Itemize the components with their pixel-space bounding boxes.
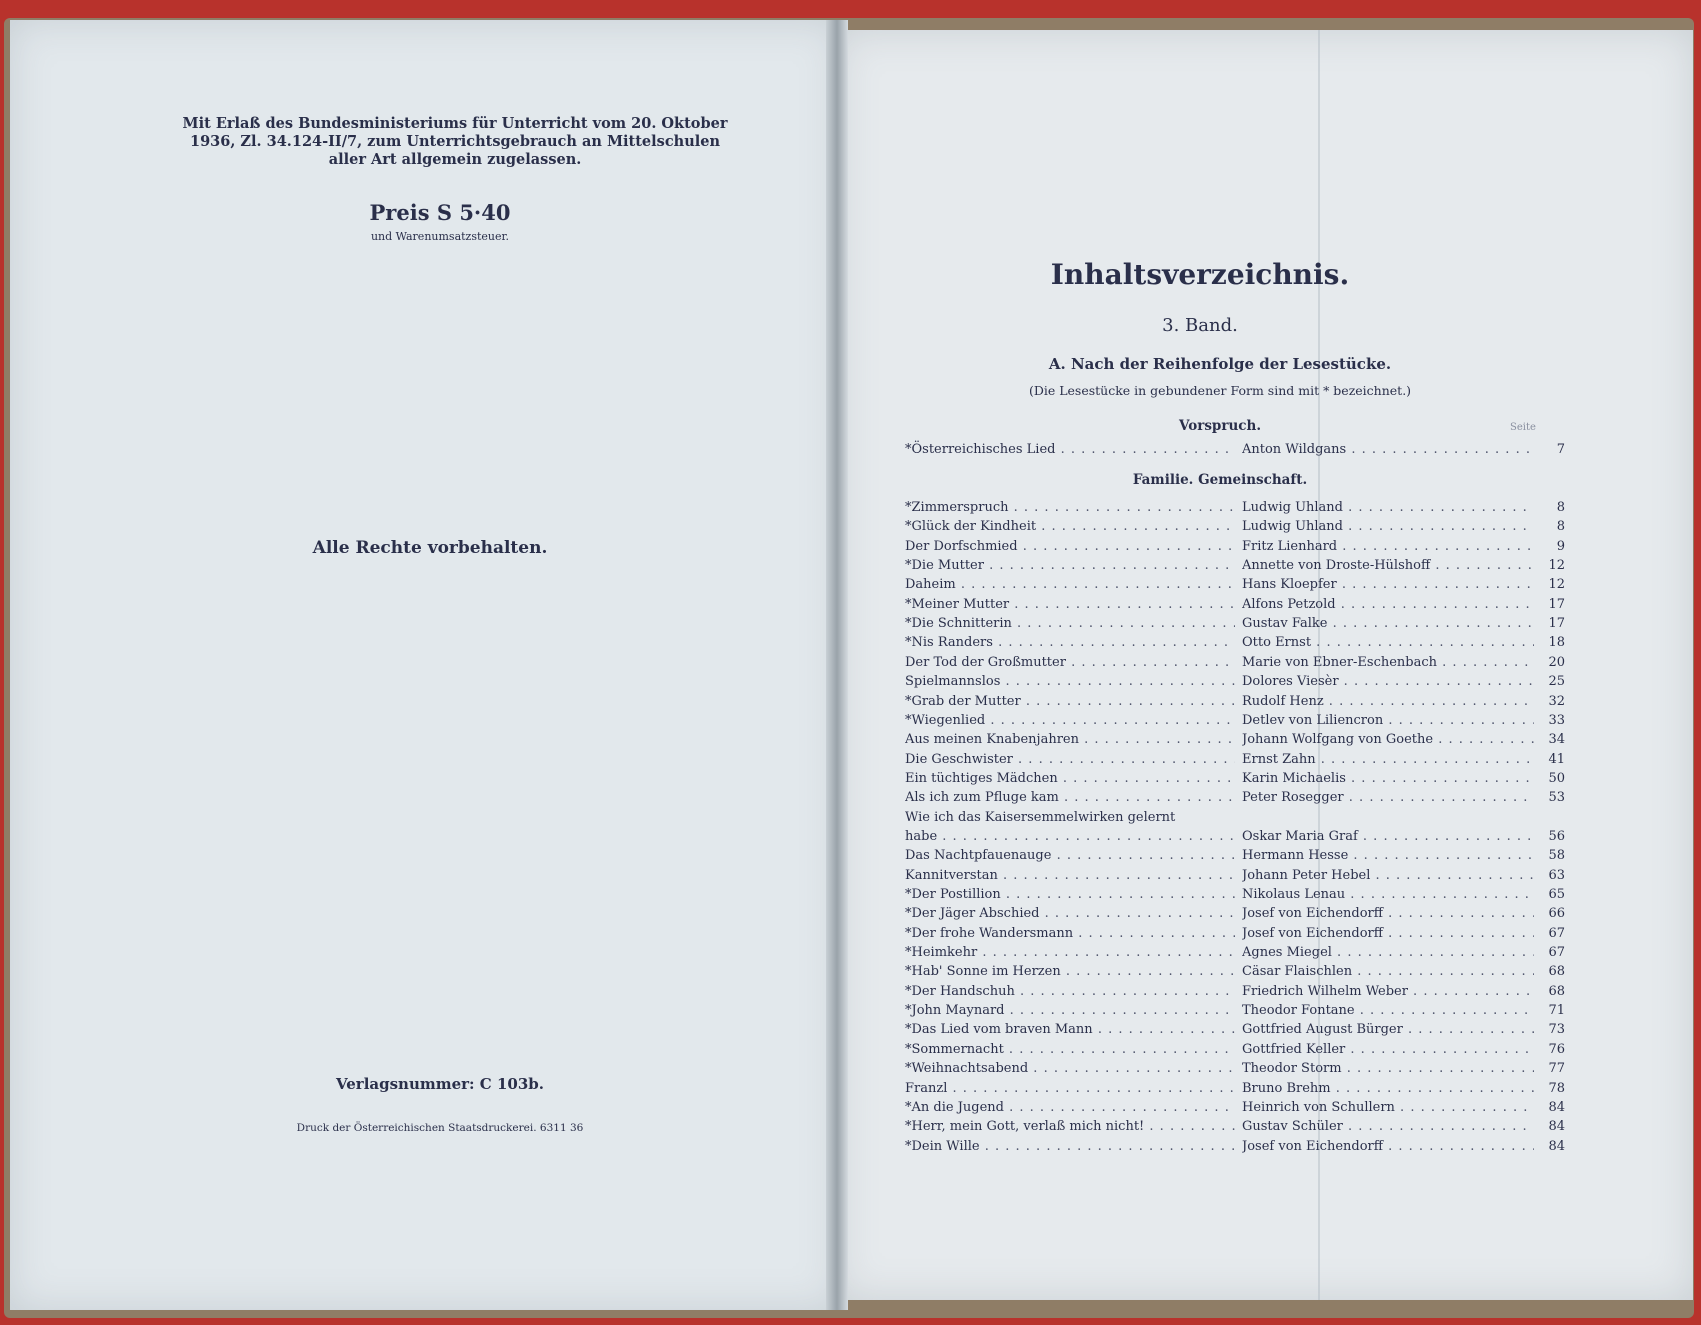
toc-entry-page: 56 — [1548, 828, 1565, 844]
toc-entry — [905, 1059, 1565, 1078]
toc-entry — [905, 730, 1565, 749]
toc-entry-page: 65 — [1548, 887, 1565, 902]
toc-entry-title: Spielmannslos . . . — [905, 672, 1235, 691]
section-note: (Die Lesestücke in gebundener Form sind mit * bezeichnet.) — [1028, 383, 1412, 398]
toc-entry — [905, 846, 1565, 865]
toc-entry-page: 76 — [1548, 1041, 1565, 1057]
toc-entry-title: Die Geschwister . . . — [905, 750, 1235, 769]
toc-entry-title: *Österreichisches Lied . . . — [905, 440, 1235, 459]
toc-entry-page: 58 — [1548, 848, 1565, 864]
toc-entry-page: 32 — [1548, 693, 1565, 709]
toc-entry-author: Marie von Ebner-Eschenbach . . . — [1242, 653, 1534, 672]
toc-entry-title: Das Nachtpfauenauge . . . — [905, 846, 1235, 865]
toc-entry-title: *Heimkehr . . . — [905, 943, 1235, 962]
toc-entry-title: *Die Mutter . . . — [905, 556, 1235, 575]
toc-entry-page: 68 — [1548, 964, 1565, 980]
toc-entry-title: *Die Schnitterin . . . — [905, 614, 1235, 633]
toc-entry — [905, 537, 1565, 556]
toc-entry-author: Friedrich Wilhelm Weber . . . — [1242, 982, 1534, 1001]
toc-entry — [905, 692, 1565, 711]
toc-entry — [905, 1098, 1565, 1117]
toc-entry — [905, 924, 1565, 943]
toc-entry — [905, 808, 1565, 827]
tax-note: und Warenumsatzsteuer. — [370, 230, 510, 243]
toc-entry — [905, 1079, 1565, 1098]
printer-note: Druck der Österreichischen Staatsdruckerei. 6311 36 — [296, 1122, 584, 1134]
publisher-number: Verlagsnummer: C 103b. — [335, 1075, 544, 1093]
toc-entry-title: *Hab' Sonne im Herzen . . . — [905, 962, 1235, 981]
toc-entry-page: 20 — [1548, 654, 1565, 670]
toc-entry-title: *John Maynard . . . — [905, 1001, 1235, 1020]
toc-entry-author: Agnes Miegel . . . — [1242, 943, 1534, 962]
toc-entry — [905, 575, 1565, 594]
toc-entry-title: Aus meinen Knabenjahren . . . — [905, 730, 1235, 749]
page-column-label: Seite — [1510, 422, 1536, 433]
toc-entry — [905, 653, 1565, 672]
toc-entry — [905, 1040, 1565, 1059]
toc-entry-title: *An die Jugend . . . — [905, 1098, 1235, 1117]
toc-entry-title: Kannitverstan . . . — [905, 866, 1235, 885]
toc-entry-page: 9 — [1556, 538, 1565, 554]
toc-entry-title: *Der Jäger Abschied . . . — [905, 904, 1235, 923]
toc-entry-author: Theodor Fontane . . . — [1242, 1001, 1534, 1020]
volume-label: 3. Band. — [1162, 315, 1238, 336]
toc-entry — [905, 769, 1565, 788]
toc-entry-page: 17 — [1548, 616, 1565, 632]
toc-entry-author: Hans Kloepfer . . . — [1242, 575, 1534, 594]
price: Preis S 5·40 — [369, 200, 511, 225]
toc-entry-title: *Der Postillion . . . — [905, 885, 1235, 904]
toc-entry-page: 84 — [1548, 1099, 1565, 1115]
toc-entry — [905, 1137, 1565, 1156]
toc-entry-title: Der Dorfschmied . . . — [905, 537, 1235, 556]
toc-entry — [905, 962, 1565, 981]
toc-entry-author: Annette von Droste-Hülshoff . . . — [1242, 556, 1534, 575]
toc-entry-author: Gottfried August Bürger . . . — [1242, 1020, 1534, 1039]
toc-entry-author: Johann Peter Hebel . . . — [1242, 866, 1534, 885]
toc-entry-page: 73 — [1548, 1022, 1565, 1038]
toc-entry-author: Theodor Storm . . . — [1242, 1059, 1534, 1078]
toc-entry-page: 53 — [1548, 790, 1565, 806]
toc-entry-page: 8 — [1556, 500, 1565, 515]
toc-entry-title: *Der frohe Wandersmann . . . — [905, 924, 1235, 943]
toc-entry-title: Wie ich das Kaisersemmelwirken gelernt — [905, 809, 1176, 825]
toc-entry-author: Josef von Eichendorff . . . — [1242, 924, 1534, 943]
toc-entry-page: 41 — [1548, 751, 1565, 767]
familie-heading: Familie. Gemeinschaft. — [1132, 472, 1308, 488]
toc-entry — [905, 517, 1565, 536]
toc-entry — [905, 498, 1565, 517]
toc-entry-title: *Meiner Mutter . . . — [905, 595, 1235, 614]
toc-entry-author: Gustav Falke . . . — [1242, 614, 1534, 633]
toc-entry-author: Alfons Petzold . . . — [1242, 595, 1534, 614]
toc-entry-title: *Nis Randers . . . — [905, 633, 1235, 652]
toc-entry — [905, 440, 1565, 459]
toc-entry-author: Otto Ernst . . . — [1242, 633, 1534, 652]
approval-notice: Mit Erlaß des Bundesministeriums für Unterricht vom 20. Oktober 1936, Zl. 34.124-II/7, zum Unterrichtsgebrauch an Mittelschulen aller Art allgemein zugelassen. — [182, 115, 728, 168]
toc-entry — [905, 943, 1565, 962]
toc-entry-page: 33 — [1548, 712, 1565, 728]
toc-entry-page: 50 — [1548, 770, 1565, 786]
toc-entry-author: Josef von Eichendorff . . . — [1242, 904, 1534, 923]
toc-entry-title: Als ich zum Pfluge kam . . . — [905, 788, 1235, 807]
toc-entry-title: Franzl . . . — [905, 1079, 1235, 1098]
toc-entry-page: 34 — [1548, 732, 1565, 748]
toc-entry-title: *Glück der Kindheit . . . — [905, 517, 1235, 536]
toc-entry-author: Ernst Zahn . . . — [1242, 750, 1534, 769]
toc-entry — [905, 982, 1565, 1001]
toc-entry — [905, 750, 1565, 769]
toc-entry-title: *Weihnachtsabend . . . — [905, 1059, 1235, 1078]
toc-entry-page: 84 — [1548, 1119, 1565, 1135]
toc-entry-page: 66 — [1548, 906, 1565, 922]
toc-entry — [905, 1020, 1565, 1039]
toc-entry-page: 17 — [1548, 596, 1565, 612]
toc-entry-author: Cäsar Flaischlen . . . — [1242, 962, 1534, 981]
toc-entry-page: 18 — [1548, 635, 1565, 651]
toc-entry-author: Ludwig Uhland . . . — [1242, 498, 1534, 517]
toc-entry — [905, 633, 1565, 652]
toc-entry-page: 12 — [1548, 577, 1565, 593]
toc-entry-author: Heinrich von Schullern . . . — [1242, 1098, 1534, 1117]
toc-entry-author: Gottfried Keller . . . — [1242, 1040, 1534, 1059]
toc-entry — [905, 595, 1565, 614]
toc-entry — [905, 904, 1565, 923]
toc-entry — [905, 711, 1565, 730]
toc-entry — [905, 827, 1565, 846]
toc-entry-title: Daheim . . . — [905, 575, 1235, 594]
toc-entry — [905, 866, 1565, 885]
toc-entry-author: Ludwig Uhland . . . — [1242, 517, 1534, 536]
toc-entry-author: Josef von Eichendorff . . . — [1242, 1137, 1534, 1156]
toc-entry — [905, 788, 1565, 807]
toc-entry-page: 78 — [1548, 1080, 1565, 1096]
toc-entry-title: *Grab der Mutter . . . — [905, 692, 1235, 711]
toc-entry-author: Bruno Brehm . . . — [1242, 1079, 1534, 1098]
toc-entry-title: *Herr, mein Gott, verlaß mich nicht! . . . — [905, 1117, 1235, 1136]
toc-entry — [905, 672, 1565, 691]
toc-title: Inhaltsverzeichnis. — [1050, 258, 1350, 291]
toc-entry-author: Nikolaus Lenau . . . — [1242, 885, 1534, 904]
toc-entry-page: 84 — [1548, 1138, 1565, 1154]
toc-entry-page: 68 — [1548, 983, 1565, 999]
toc-entry-page: 8 — [1556, 519, 1565, 535]
toc-entry-title: *Zimmerspruch . . . — [905, 498, 1235, 517]
toc-entry-page: 7 — [1556, 442, 1565, 457]
toc-entry-author: Oskar Maria Graf . . . — [1242, 827, 1534, 846]
toc-entry-page: 12 — [1548, 558, 1565, 574]
toc-entry-title: *Wiegenlied . . . — [905, 711, 1235, 730]
toc-entry — [905, 1001, 1565, 1020]
toc-entry-title: Ein tüchtiges Mädchen . . . — [905, 769, 1235, 788]
toc-entry-page: 67 — [1548, 945, 1565, 961]
toc-entry-page: 71 — [1548, 1003, 1565, 1019]
toc-entry-author: Rudolf Henz . . . — [1242, 692, 1534, 711]
toc-entry-title: *Sommernacht . . . — [905, 1040, 1235, 1059]
toc-entry-author: Johann Wolfgang von Goethe . . . — [1242, 730, 1534, 749]
toc-entry-author: Peter Rosegger . . . — [1242, 788, 1534, 807]
toc-entry-author: Hermann Hesse . . . — [1242, 846, 1534, 865]
toc-entry-author: Karin Michaelis . . . — [1242, 769, 1534, 788]
toc-entry — [905, 885, 1565, 904]
toc-entry-page: 63 — [1548, 867, 1565, 883]
toc-entry-title: *Dein Wille . . . — [905, 1137, 1235, 1156]
toc-entry-title: *Der Handschuh . . . — [905, 982, 1235, 1001]
section-heading: A. Nach der Reihenfolge der Lesestücke. — [1048, 355, 1392, 373]
vorspruch-heading: Vorspruch. — [1178, 418, 1262, 434]
toc-entry-author: Dolores Viesèr . . . — [1242, 672, 1534, 691]
book-spine — [826, 20, 848, 1310]
toc-entry-author: Gustav Schüler . . . — [1242, 1117, 1534, 1136]
toc-entry-page: 77 — [1548, 1061, 1565, 1077]
toc-entry-title: Der Tod der Großmutter . . . — [905, 653, 1235, 672]
toc-entry-title: habe . . . — [905, 827, 1235, 846]
toc-entry — [905, 614, 1565, 633]
toc-entry-page: 67 — [1548, 925, 1565, 941]
toc-entry — [905, 1117, 1565, 1136]
toc-entry-title: *Das Lied vom braven Mann . . . — [905, 1020, 1235, 1039]
toc-entry-author: Anton Wildgans . . . — [1242, 440, 1534, 459]
toc-entry — [905, 556, 1565, 575]
toc-entry-page: 25 — [1548, 674, 1565, 690]
toc-entry-author: Detlev von Liliencron . . . — [1242, 711, 1534, 730]
toc-entry-author: Fritz Lienhard . . . — [1242, 537, 1534, 556]
rights-notice: Alle Rechte vorbehalten. — [312, 538, 548, 558]
